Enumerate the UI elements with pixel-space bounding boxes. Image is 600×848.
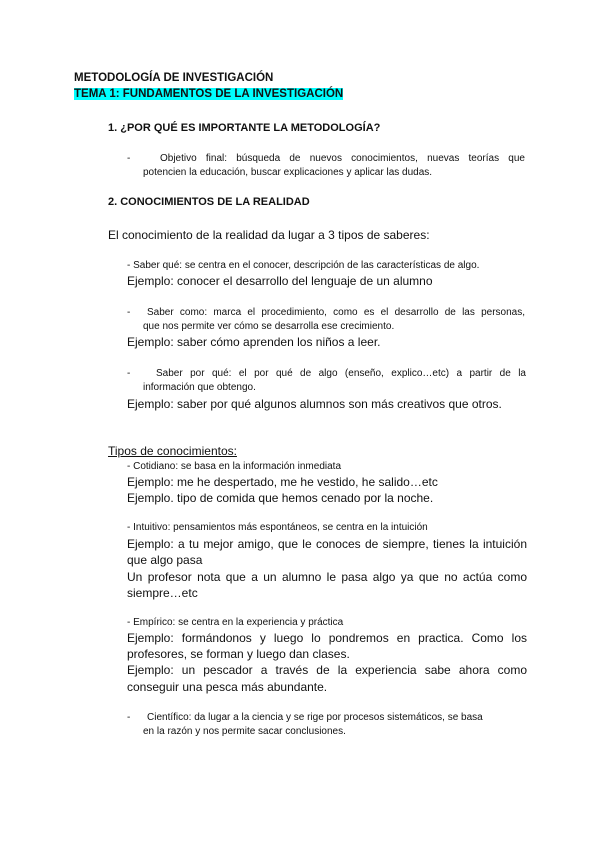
saber-que-example: Ejemplo: conocer el desarrollo del lenguaje de un alumno: [127, 274, 433, 288]
intuitivo-item: - Intuitivo: pensamientos más espontáneos, se centra en la intuición: [127, 522, 428, 533]
saber-porque-example: Ejemplo: saber por qué algunos alumnos son más creativos que otros.: [127, 397, 502, 411]
bullet-dash: -: [127, 307, 131, 318]
saber-como-line-2: que nos permite ver cómo se desarrolla ese crecimiento.: [143, 321, 395, 332]
empirico-example-1-line-2: profesores, se forman y luego dan clases.: [127, 647, 350, 661]
bullet-dash: -: [127, 368, 131, 379]
tipos-heading: Tipos de conocimientos:: [108, 444, 237, 458]
empirico-example-2-line-1: Ejemplo: un pescador a través de la experiencia sabe ahora como: [127, 663, 527, 677]
bullet-dash: -: [127, 153, 131, 164]
empirico-example-2-line-2: conseguir una pesca más abundante.: [127, 680, 328, 694]
cotidiano-example-2: Ejemplo. tipo de comida que hemos cenado por la noche.: [127, 491, 434, 505]
saber-como-example: Ejemplo: saber cómo aprenden los niños a leer.: [127, 335, 381, 349]
tema-heading: TEMA 1: FUNDAMENTOS DE LA INVESTIGACIÓN: [74, 88, 344, 100]
intuitivo-example-1-line-2: que algo pasa: [127, 553, 203, 567]
empirico-item: - Empírico: se centra en la experiencia y práctica: [127, 617, 344, 628]
saber-que-item: - Saber qué: se centra en el conocer, descripción de las características de algo.: [127, 260, 480, 271]
section-2-intro: El conocimiento de la realidad da lugar a 3 tipos de saberes:: [108, 228, 430, 242]
saber-porque-line-1: Saber por qué: el por qué de algo (enseño, explico…etc) a partir de la: [156, 368, 526, 379]
empirico-example-1-line-1: Ejemplo: formándonos y luego lo pondremos en practica. Como los: [127, 631, 527, 645]
section-2-heading: 2. CONOCIMIENTOS DE LA REALIDAD: [108, 196, 310, 208]
cientifico-line-2: en la razón y nos permite sacar conclusiones.: [143, 726, 346, 737]
objective-line-1: Objetivo final: búsqueda de nuevos conocimientos, nuevas teorías que: [160, 153, 525, 164]
cientifico-line-1: Científico: da lugar a la ciencia y se rige por procesos sistemáticos, se basa: [147, 712, 483, 723]
intuitivo-example-2-line-1: Un profesor nota que a un alumno le pasa algo ya que no actúa como: [127, 570, 527, 584]
bullet-dash: -: [127, 712, 131, 723]
saber-como-line-1: Saber como: marca el procedimiento, como es el desarrollo de las personas,: [147, 307, 525, 318]
cotidiano-item: - Cotidiano: se basa en la información inmediata: [127, 461, 342, 472]
document-title: METODOLOGÍA DE INVESTIGACIÓN: [74, 72, 274, 84]
cotidiano-example-1: Ejemplo: me he despertado, me he vestido, he salido…etc: [127, 475, 438, 489]
section-1-heading: 1. ¿POR QUÉ ES IMPORTANTE LA METODOLOGÍA?: [108, 122, 381, 134]
intuitivo-example-2-line-2: siempre…etc: [127, 586, 198, 600]
objective-line-2: potencien la educación, buscar explicaciones y aplicar las dudas.: [143, 167, 433, 178]
saber-porque-line-2: información que obtengo.: [143, 382, 256, 393]
intuitivo-example-1-line-1: Ejemplo: a tu mejor amigo, que le conoces de siempre, tienes la intuición: [127, 537, 527, 551]
